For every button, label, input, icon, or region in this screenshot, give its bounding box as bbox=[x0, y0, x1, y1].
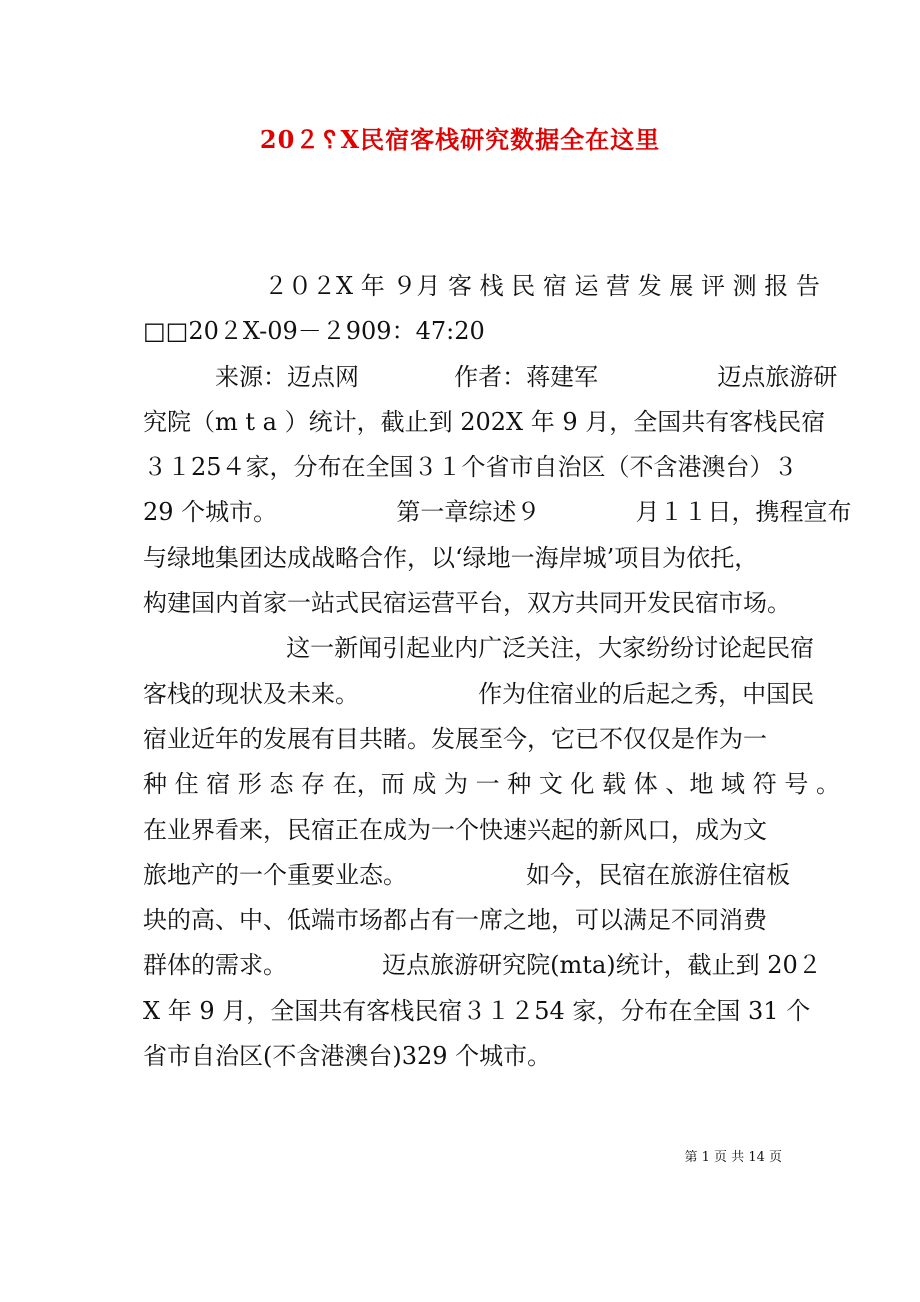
body-line: 群体的需求。ᅟ 迈点旅游研究院(mta)统计，截止到 20２ bbox=[143, 951, 822, 980]
document-title: 20２␦X民宿客栈研究数据全在这里 bbox=[259, 125, 661, 154]
body-line: 来源：迈点网﻿ᅟ 作者：蒋建军﻿ᅟ 迈点旅游研 bbox=[215, 362, 838, 391]
body-line: 块的高、中、低端市场都占有一席之地，可以满足不同消费 bbox=[143, 906, 767, 935]
body-line: 构建国内首家一站式民宿运营平台，双方共同开发民宿市场。 bbox=[143, 589, 791, 618]
body-line: 究院（m t a ）统计，截止到 202X 年 9 月，全国共有客栈民宿 bbox=[143, 407, 826, 436]
body-line: 在业界看来，民宿正在成为一个快速兴起的新风口，成为文 bbox=[143, 815, 767, 844]
report-heading-line: ２０２X 年 ９月 客 栈 民 宿 运 营 发 展 评 测 报 告﻿ᅟ bbox=[264, 272, 844, 300]
body-line: 与绿地集团达成战略合作，以‘绿地一海岸城’项目为依托， bbox=[143, 543, 759, 572]
document-body bbox=[143, 264, 864, 1079]
body-line: ᅟ 这一新闻引起业内广泛关注，大家纷纷讨论起民宿 bbox=[143, 634, 815, 663]
body-line: 种 住 宿 形 态 存 在，而 成 为 一 种 文 化 载 体 、地 域 符 号 。ᅟ bbox=[143, 770, 864, 799]
body-line: ３１25４家，分布在全国３１个省市自治区（不含港澳台）３ bbox=[143, 453, 798, 482]
body-line: 29 个城市。ᅟ 第一章综述９ ᅟ月１１日，携程宣布 bbox=[143, 498, 852, 527]
body-line: 旅地产的一个重要业态。ᅟ 如今，民宿在旅游住宿板 bbox=[143, 860, 791, 889]
body-line: 客栈的现状及未来。ᅟ 作为住宿业的后起之秀，中国民 bbox=[143, 679, 815, 708]
body-line: 省市自治区(不含港澳台)329 个城市。 bbox=[143, 1042, 552, 1071]
body-line: X 年 9 月，全国共有客栈民宿３１２54 家，分布在全国 31 个 bbox=[143, 996, 811, 1025]
page-number: 第 1 页 共 14 页 bbox=[684, 1150, 782, 1165]
body-line: 宿业近年的发展有目共睹。发展至今，它已不仅仅是作为一 bbox=[143, 724, 767, 753]
date-line: □□20２X-09－２909：47:20 bbox=[143, 317, 485, 346]
